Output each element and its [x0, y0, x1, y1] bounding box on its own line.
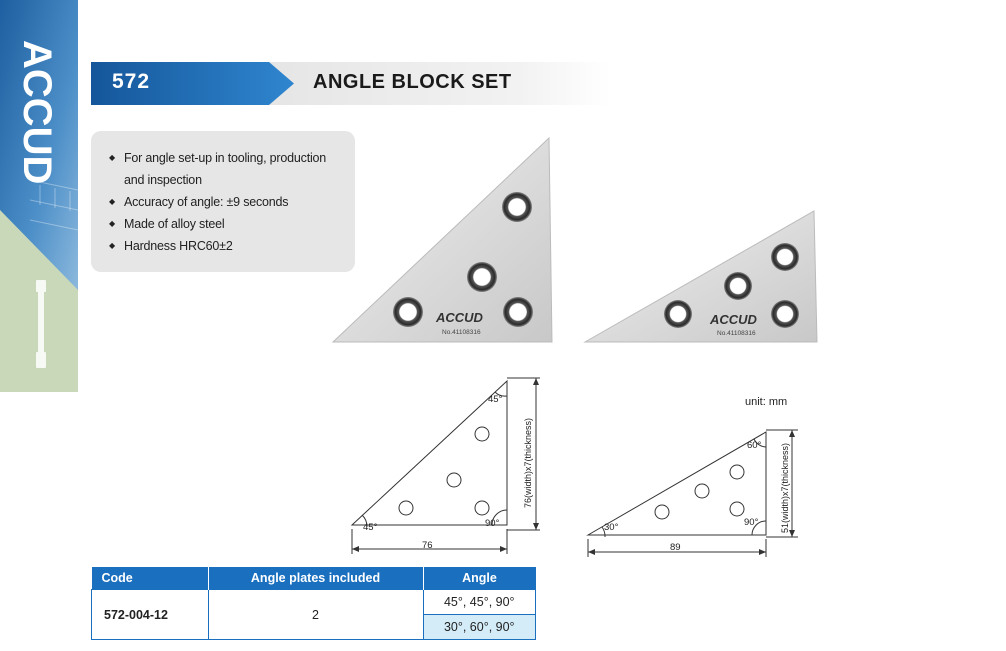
angle-label-left: 45°: [363, 522, 378, 533]
engraved-serial: No.41108316: [442, 329, 481, 336]
feature-list: [91, 131, 355, 272]
accud-vertical-logo: [6, 38, 66, 188]
mounting-hole: [664, 300, 692, 328]
spec-table: [91, 567, 536, 640]
cell-angle-highlighted: 30°, 60°, 90°: [423, 615, 536, 640]
section-number: 572: [112, 70, 151, 93]
table-header-row: [92, 567, 536, 590]
engraved-serial: No.41108316: [717, 330, 756, 337]
feature-item: ◆ For angle set-up in tooling, production: [109, 147, 355, 169]
engraved-logo: ACCUD: [436, 310, 483, 325]
mounting-hole: [771, 300, 799, 328]
mounting-hole: [502, 192, 532, 222]
width-dimension: 76: [422, 540, 433, 551]
height-dimension: 76(width)x7(thickness): [523, 417, 533, 508]
header-angle: Angle: [423, 567, 536, 590]
angle-label-right: 90°: [744, 517, 759, 528]
width-dimension: 89: [670, 542, 681, 553]
angle-label-right: 90°: [485, 518, 500, 529]
angle-block-30-photo: [583, 208, 819, 345]
triangle-outline: [352, 381, 507, 525]
angle-block-45-photo: [330, 135, 555, 345]
table-row: [92, 590, 536, 615]
drawing-30-degree: [578, 425, 803, 560]
angle-label-left: 30°: [604, 522, 619, 533]
feature-item-continued: and inspection: [124, 173, 202, 187]
cell-angle: 45°, 45°, 90°: [423, 590, 536, 615]
angle-label-top: 45°: [488, 394, 503, 405]
brand-sidebar: [0, 0, 78, 392]
feature-item: ◆ Made of alloy steel: [109, 213, 355, 235]
drawing-45-degree: [340, 372, 555, 557]
angle-label-top: 60°: [747, 440, 762, 451]
triangle-outline: [588, 432, 766, 535]
cell-code: 572-004-12: [92, 590, 209, 640]
mounting-hole: [467, 262, 497, 292]
mounting-hole: [724, 272, 752, 300]
unit-label: unit: mm: [745, 396, 788, 408]
header-code: Code: [92, 567, 209, 590]
header-plates: Angle plates included: [208, 567, 423, 590]
page-title: ANGLE BLOCK SET: [313, 71, 512, 93]
height-dimension: 51(width)x7(thickness): [780, 442, 790, 533]
engraved-logo: ACCUD: [710, 312, 757, 327]
cell-plates: 2: [208, 590, 423, 640]
svg-text:ACCUD: ACCUD: [15, 40, 59, 185]
feature-item: ◆ Hardness HRC60±2: [109, 235, 355, 257]
mounting-hole: [503, 297, 533, 327]
mounting-hole: [393, 297, 423, 327]
feature-item: ◆ Accuracy of angle: ±9 seconds: [109, 191, 355, 213]
mounting-hole: [771, 243, 799, 271]
